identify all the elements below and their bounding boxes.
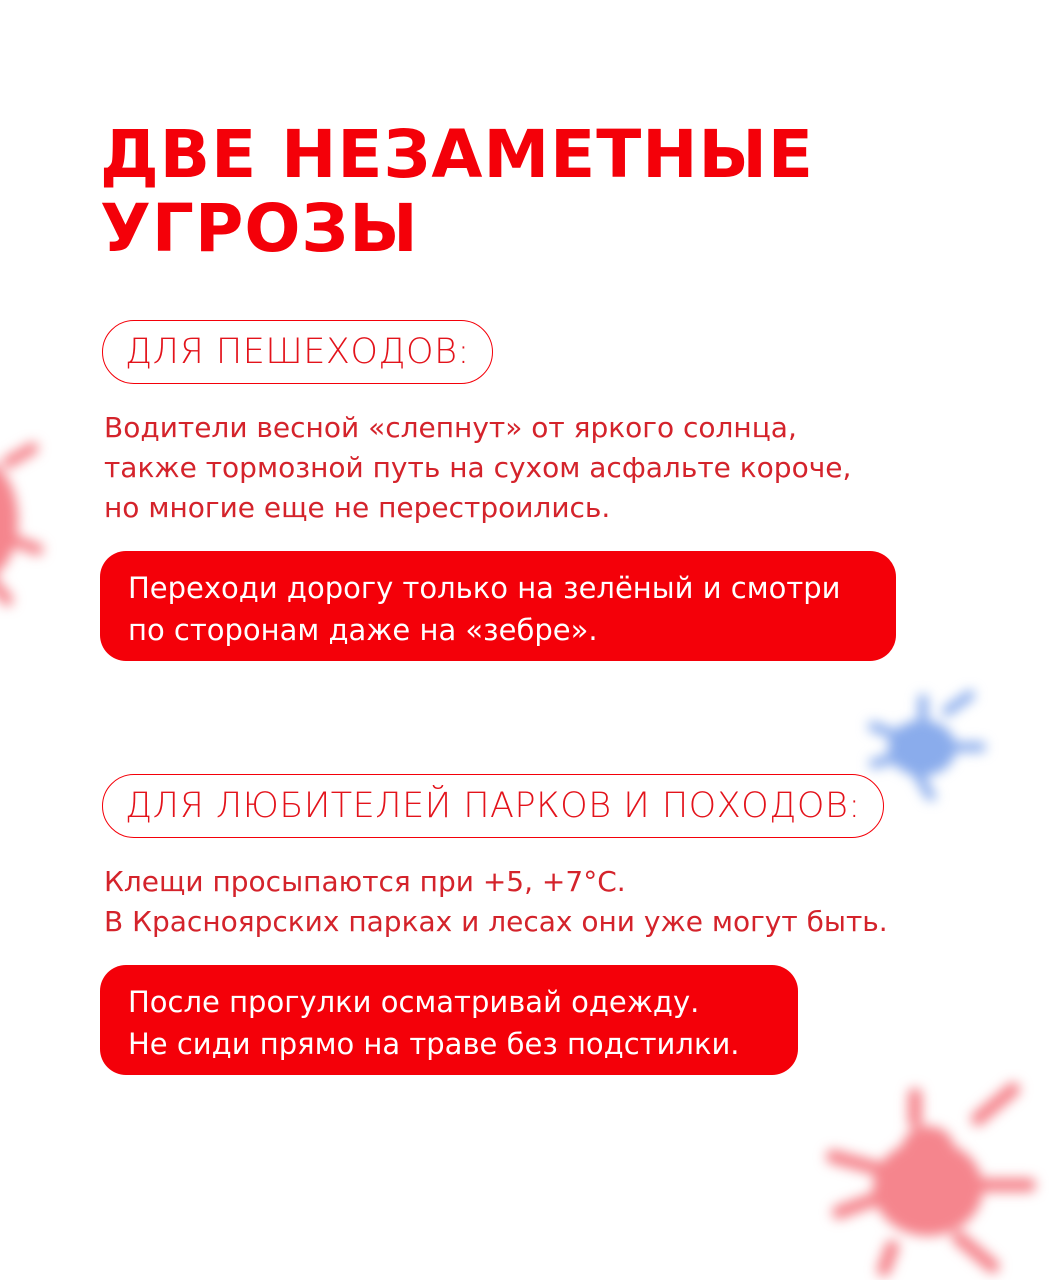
title-line-2: УГРОЗЫ xyxy=(100,190,419,267)
section-label-parks-hiking: ДЛЯ ЛЮБИТЕЛЕЙ ПАРКОВ И ПОХОДОВ: xyxy=(102,774,884,838)
page-title xyxy=(100,118,814,266)
tip-line: Не сиди прямо на траве без подстилки. xyxy=(128,1027,740,1061)
text-line: но многие еще не перестроились. xyxy=(104,491,611,524)
tip-line: После прогулки осматривай одежду. xyxy=(128,985,700,1019)
tip-line: Переходи дорогу только на зелёный и смотри xyxy=(128,571,841,605)
text-line: Водители весной «слепнут» от яркого солнца, xyxy=(104,411,797,444)
tip-callout-parks-hiking xyxy=(100,965,798,1075)
title-line-1: ДВЕ НЕЗАМЕТНЫЕ xyxy=(100,116,814,193)
text-line: В Красноярских парках и лесах они уже могут быть. xyxy=(104,905,888,938)
text-line: Клещи просыпаются при +5, +7°С. xyxy=(104,865,626,898)
red-tick-blob-icon xyxy=(0,410,60,610)
red-tick-blob-icon xyxy=(808,1078,1038,1278)
tip-callout-pedestrians xyxy=(100,551,896,661)
section-text-pedestrians xyxy=(104,408,851,528)
tip-line: по сторонам даже на «зебре». xyxy=(128,613,598,647)
text-line: также тормозной путь на сухом асфальте короче, xyxy=(104,451,852,484)
section-text-parks-hiking xyxy=(104,862,888,942)
section-label-pedestrians: ДЛЯ ПЕШЕХОДОВ: xyxy=(102,320,493,384)
